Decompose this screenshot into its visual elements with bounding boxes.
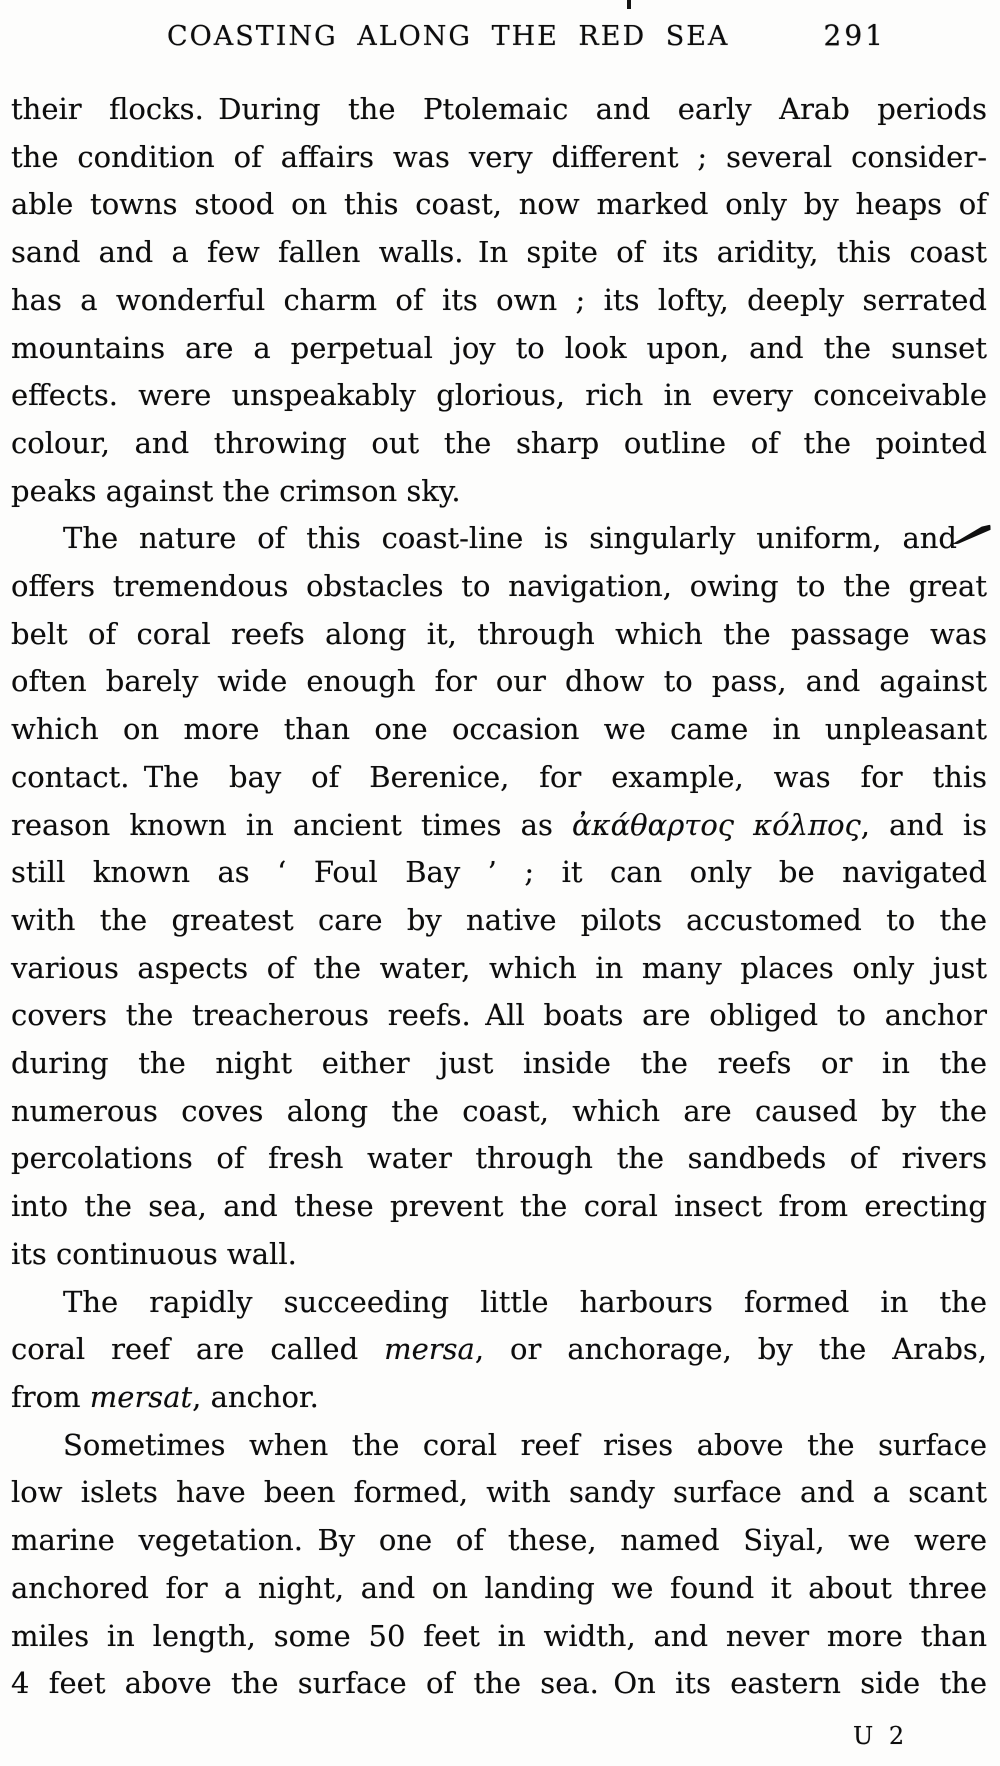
text-line xyxy=(11,1135,987,1183)
text-run: mountains are a perpetual joy to look upon, and the sunset xyxy=(11,330,987,365)
text-run: , and is xyxy=(860,807,987,842)
text-run: has a wonderful charm of its own ; its lofty, deeply serrated xyxy=(11,282,987,317)
text-line xyxy=(11,611,987,659)
text-line xyxy=(11,468,987,516)
text-line xyxy=(11,1326,987,1374)
text-run: contact. The bay of Berenice, for example, was for this xyxy=(11,759,987,794)
text-line xyxy=(11,1088,987,1136)
text-run: from xyxy=(11,1379,90,1414)
text-line xyxy=(11,945,987,993)
text-run: percolations of fresh water through the sandbeds of rivers xyxy=(11,1141,987,1176)
text-run: its continuous wall. xyxy=(11,1236,297,1271)
text-run: offers tremendous obstacles to navigation, owing to the great xyxy=(11,569,987,604)
text-run: marine vegetation. By one of these, named Siyal, we were xyxy=(11,1523,987,1558)
text-run: , or anchorage, by the Arabs, xyxy=(474,1332,987,1367)
text-line xyxy=(11,134,987,182)
text-run: during the night either just inside the reefs or in the xyxy=(11,1046,987,1081)
text-run: numerous coves along the coast, which are caused by the xyxy=(11,1093,987,1128)
text-line xyxy=(11,277,987,325)
text-run: their flocks. During the Ptolemaic and early Arab periods xyxy=(11,92,987,126)
text-line xyxy=(11,1040,987,1088)
text-line xyxy=(11,992,987,1040)
text-line xyxy=(11,515,987,563)
text-line xyxy=(11,706,987,754)
text-run: low islets have been formed, with sandy surface and a scant xyxy=(11,1475,987,1510)
text-line xyxy=(11,1613,987,1661)
text-line xyxy=(11,1374,987,1422)
text-line xyxy=(11,1660,987,1708)
text-run: coral reef are called xyxy=(11,1332,385,1367)
italic-term: mersa xyxy=(384,1332,475,1367)
italic-term: mersat xyxy=(89,1379,193,1414)
text-run: belt of coral reefs along it, through which the passage was xyxy=(11,616,987,651)
text-run: 4 feet above the surface of the sea. On its eastern side the xyxy=(11,1666,987,1701)
text-line xyxy=(11,86,987,134)
text-line xyxy=(11,181,987,229)
text-line xyxy=(11,563,987,611)
page-body xyxy=(11,86,987,1708)
text-run: able towns stood on this coast, now marked only by heaps of xyxy=(11,187,987,222)
text-run: anchored for a night, and on landing we found it about three xyxy=(11,1570,987,1605)
signature-mark: U 2 xyxy=(853,1722,905,1750)
text-run: reason known in ancient times as xyxy=(11,807,572,842)
text-run: colour, and throwing out the sharp outline of the pointed xyxy=(11,425,987,460)
text-line xyxy=(11,1422,987,1470)
text-run: sand and a few fallen walls. In spite of its aridity, this coast xyxy=(11,235,987,270)
text-line xyxy=(11,1279,987,1327)
text-line xyxy=(11,849,987,897)
text-line xyxy=(11,1183,987,1231)
text-run: still known as ‘ Foul Bay ’ ; it can only be navigated xyxy=(11,855,987,890)
text-line xyxy=(11,420,987,468)
text-line xyxy=(11,325,987,373)
text-line xyxy=(11,372,987,420)
text-line xyxy=(11,802,987,850)
text-run: The rapidly succeeding little harbours formed in the xyxy=(63,1284,987,1319)
text-run: The nature of this coast-line is singularly uniform, and xyxy=(63,521,957,556)
text-run: covers the treacherous reefs. All boats are obliged to anchor xyxy=(11,998,987,1033)
text-run: often barely wide enough for our dhow to pass, and against xyxy=(11,664,987,699)
page-number: 291 xyxy=(823,19,886,52)
text-line xyxy=(11,658,987,706)
text-run: Sometimes when the coral reef rises above the surface xyxy=(63,1427,987,1462)
text-line xyxy=(11,1231,987,1279)
text-run: effects. were unspeakably glorious, rich in every conceivable xyxy=(11,378,987,413)
text-line xyxy=(11,229,987,277)
text-run: various aspects of the water, which in many places only just xyxy=(11,950,987,985)
running-head-title: COASTING ALONG THE RED SEA xyxy=(167,21,730,52)
text-run: with the greatest care by native pilots accustomed to the xyxy=(11,902,987,937)
text-run: peaks against the crimson sky. xyxy=(11,473,461,508)
italic-term: ἀκάθαρτος κόλπος xyxy=(572,807,861,842)
page-header xyxy=(0,0,1000,60)
text-run: into the sea, and these prevent the coral insect from erecting xyxy=(11,1189,987,1224)
text-run: , anchor. xyxy=(192,1379,319,1414)
text-run: the condition of affairs was very different ; several consider- xyxy=(11,139,987,174)
text-run: which on more than one occasion we came in unpleasant xyxy=(11,712,987,747)
text-line xyxy=(11,897,987,945)
text-line xyxy=(11,754,987,802)
text-line xyxy=(11,1517,987,1565)
text-run: miles in length, some 50 feet in width, and never more than xyxy=(11,1618,987,1653)
ink-speck-mark xyxy=(627,0,631,9)
text-line xyxy=(11,1469,987,1517)
text-line xyxy=(11,1565,987,1613)
